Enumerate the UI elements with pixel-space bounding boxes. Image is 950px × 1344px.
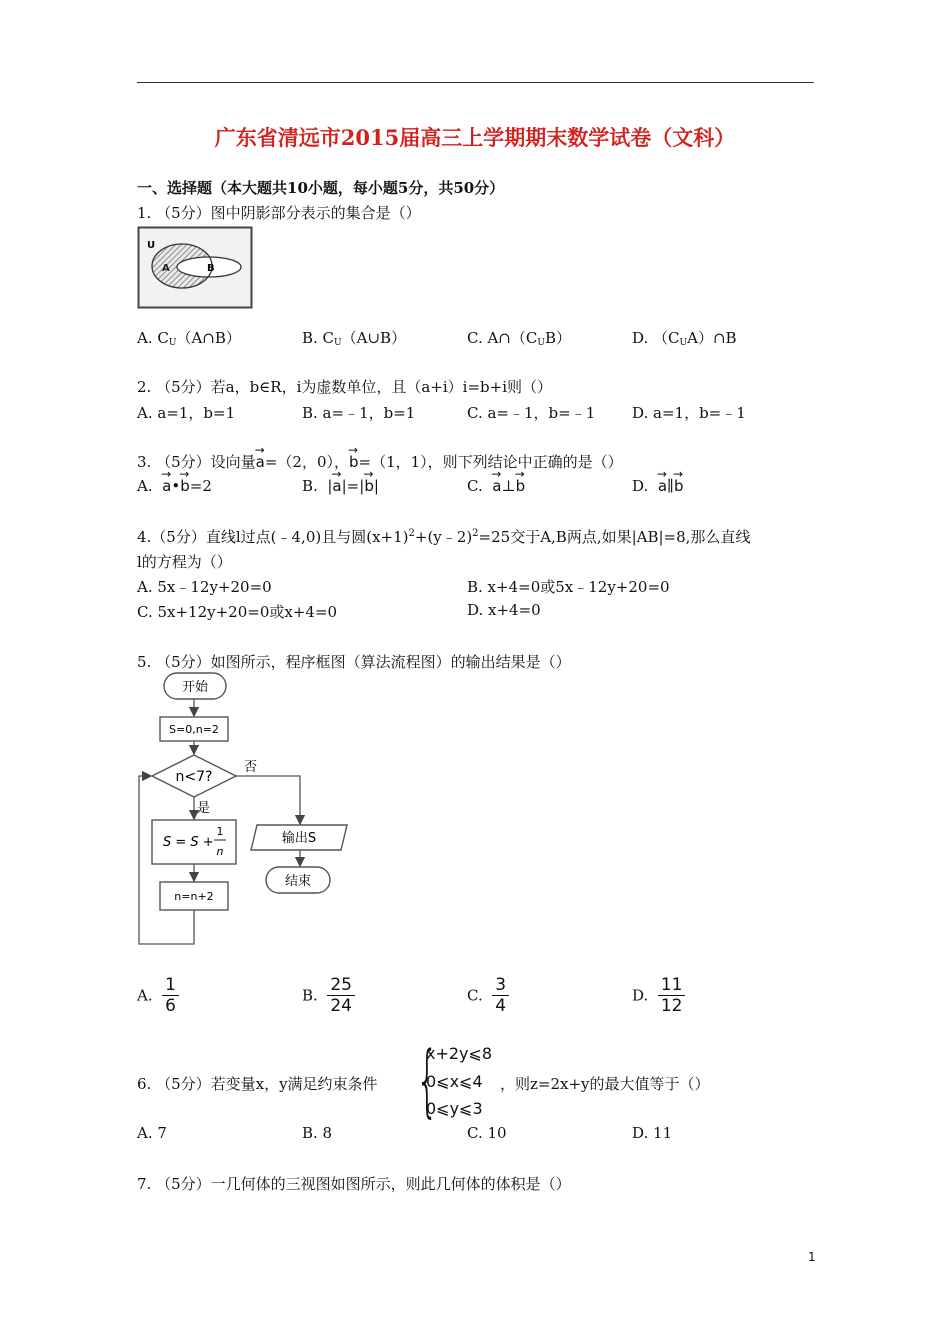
- question-4-option-c: C. 5x+12y+20=0或x+4=0: [137, 603, 338, 621]
- page-title: 广东省清远市2015届高三上学期期末数学试卷（文科）: [214, 125, 736, 150]
- question-1-option-b: B. $C_U(A\cup B)$: [302, 329, 407, 348]
- question-1-option-c: C. $A\cap(C_UB)$: [467, 329, 571, 348]
- flow-increment-label: n=n+2: [174, 890, 214, 903]
- question-3-option-a: A. → a•→ b=2: [137, 477, 212, 495]
- venn-label-a: A: [162, 263, 170, 274]
- question-3-stem: 3. （5分）设向量→ a=（2，0），→ b=（1，1），则下列结论中正确的是（）: [137, 451, 623, 472]
- question-2-option-d: D. a=1，b=﹣1: [632, 404, 746, 422]
- question-5-stem: 5. （5分）如图所示，程序框图（算法流程图）的输出结果是（）: [137, 653, 571, 671]
- question-1-option-d: D. $(C_UA)\cap B$: [632, 329, 737, 348]
- question-2-stem: 2. （5分）若a，b∈R，i为虚数单位，且（a+i）i=b+i则（）: [137, 378, 553, 396]
- flow-output-label: 输出S: [281, 831, 317, 846]
- section-heading: 一、选择题（本大题共10小题，每小题5分，共50分）: [137, 179, 505, 197]
- flow-condition-label: n<7?: [175, 769, 213, 785]
- venn-label-u: U: [147, 240, 156, 251]
- venn-diagram: [137, 226, 255, 311]
- constraint-3: 0⩽y⩽3: [426, 1099, 483, 1118]
- question-5-option-a: A. $\frac{1}{6}$: [137, 975, 179, 1016]
- page-number: 1: [808, 1250, 816, 1264]
- constraint-system: [416, 1036, 500, 1126]
- question-4-option-b: B. x+4=0或5x﹣12y+20=0: [467, 578, 670, 596]
- venn-label-b: B: [207, 263, 215, 274]
- flow-assign-label: S = S +: [163, 835, 214, 850]
- flow-start-label: 开始: [181, 680, 209, 695]
- flowchart: [130, 670, 360, 950]
- flow-no-label: 否: [244, 760, 258, 775]
- constraint-2: 0⩽x⩽4: [426, 1072, 483, 1091]
- question-4-option-d: D. x+4=0: [467, 601, 541, 619]
- flow-assign-numerator: 1: [216, 825, 224, 838]
- question-2-option-b: B. a=﹣1，b=1: [302, 404, 416, 422]
- question-5-option-c: C. $\frac{3}{4}$: [467, 975, 509, 1016]
- question-6-stem-pre: 6. （5分）若变量x，y满足约束条件: [137, 1075, 378, 1093]
- question-4-option-a: A. 5x﹣12y+20=0: [137, 578, 272, 596]
- question-5-option-d: D. $\frac{11}{12}$: [632, 975, 685, 1016]
- question-2-option-a: A. a=1，b=1: [137, 404, 236, 422]
- question-6-option-c: C. 10: [467, 1124, 507, 1142]
- question-6-option-d: D. 11: [632, 1124, 673, 1142]
- flow-end-label: 结束: [284, 874, 312, 889]
- question-6-option-b: B. 8: [302, 1124, 333, 1142]
- question-1-stem: 1. （5分）图中阴影部分表示的集合是（）: [137, 204, 421, 222]
- question-1-option-a: A. $C_U(A\cap B)$: [137, 329, 241, 348]
- question-3-option-d: D. → a∥→ b: [632, 477, 683, 495]
- question-4-stem-line2: l的方程为（）: [137, 553, 232, 571]
- flow-init-label: S=0,n=2: [169, 723, 219, 736]
- flow-yes-label: 是: [197, 801, 211, 816]
- question-5-option-b: B. $\frac{25}{24}$: [302, 975, 355, 1016]
- constraint-1: x+2y⩽8: [426, 1044, 493, 1063]
- header-rule: [137, 82, 814, 83]
- flow-assign-denominator: n: [216, 845, 224, 858]
- question-3-option-b: B. |→ a|=|→ b|: [302, 477, 379, 495]
- question-4-stem: 4.（5分）直线l过点(﹣4,0)且与圆$(x+1)^2+(y﹣2)^2=25$交于A,B两点,如果|AB|=8,那么直线: [137, 528, 751, 546]
- question-7-stem: 7. （5分）一几何体的三视图如图所示，则此几何体的体积是（）: [137, 1175, 571, 1193]
- constraint-brace: {: [416, 1036, 439, 1126]
- question-6-stem-post: ，则z=2x+y的最大值等于（）: [500, 1075, 710, 1093]
- question-2-option-c: C. a=﹣1，b=﹣1: [467, 404, 596, 422]
- question-6-option-a: A. 7: [137, 1124, 167, 1142]
- question-3-option-c: C. → a⊥→ b: [467, 477, 525, 495]
